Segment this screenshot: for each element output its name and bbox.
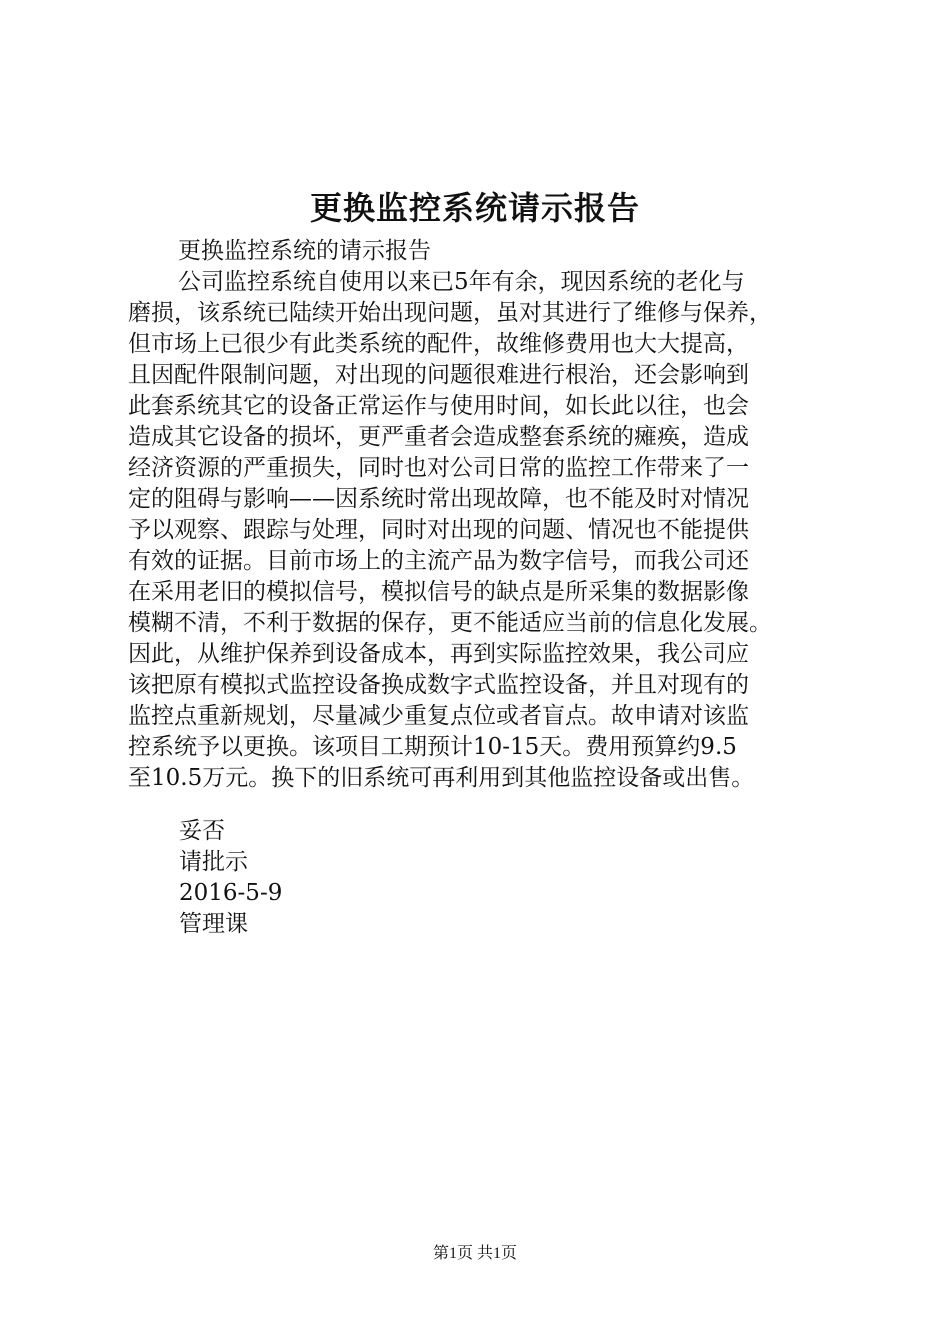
body-line: 模糊不清，不利于数据的保存，更不能适应当前的信息化发展。	[128, 610, 772, 636]
body-line: 至10.5万元。换下的旧系统可再利用到其他监控设备或出售。	[128, 765, 755, 791]
body-line: 该把原有模拟式监控设备换成数字式监控设备，并且对现有的	[128, 672, 749, 698]
body-line: 造成其它设备的损坏，更严重者会造成整套系统的瘫痪，造成	[128, 424, 749, 450]
body-line: 在采用老旧的模拟信号，模拟信号的缺点是所采集的数据影像	[128, 579, 749, 605]
body-line: 但市场上已很少有此类系统的配件，故维修费用也大大提高，	[128, 331, 749, 357]
body-line: 监控点重新规划，尽量减少重复点位或者盲点。故申请对该监	[128, 703, 749, 729]
signature-department: 管理课	[179, 911, 248, 937]
page-title: 更换监控系统请示报告	[309, 189, 640, 227]
body-line: 因此，从维护保养到设备成本，再到实际监控效果，我公司应	[128, 641, 749, 667]
document-body	[128, 236, 832, 794]
body-line: 控系统予以更换。该项目工期预计10-15天。费用预算约9.5	[128, 734, 737, 760]
closing-approval: 请批示	[179, 849, 248, 875]
document-subtitle: 更换监控系统的请示报告	[178, 238, 431, 264]
body-line: 有效的证据。目前市场上的主流产品为数字信号，而我公司还	[128, 548, 749, 574]
closing-section	[179, 816, 282, 940]
body-line: 此套系统其它的设备正常运作与使用时间，如长此以往，也会	[128, 393, 749, 419]
body-line: 公司监控系统自使用以来已5年有余，现因系统的老化与	[178, 269, 745, 295]
body-line: 经济资源的严重损失，同时也对公司日常的监控工作带来了一	[128, 455, 749, 481]
document-date: 2016-5-9	[179, 880, 283, 906]
page-number-footer: 第1页 共1页	[432, 1245, 517, 1262]
body-line: 磨损，该系统已陆续开始出现问题，虽对其进行了维修与保养，	[128, 300, 772, 326]
body-line: 予以观察、跟踪与处理，同时对出现的问题、情况也不能提供	[128, 517, 749, 543]
body-line: 且因配件限制问题，对出现的问题很难进行根治，还会影响到	[128, 362, 749, 388]
closing-request: 妥否	[179, 818, 225, 844]
body-line: 定的阻碍与影响——因系统时常出现故障，也不能及时对情况	[128, 486, 749, 512]
